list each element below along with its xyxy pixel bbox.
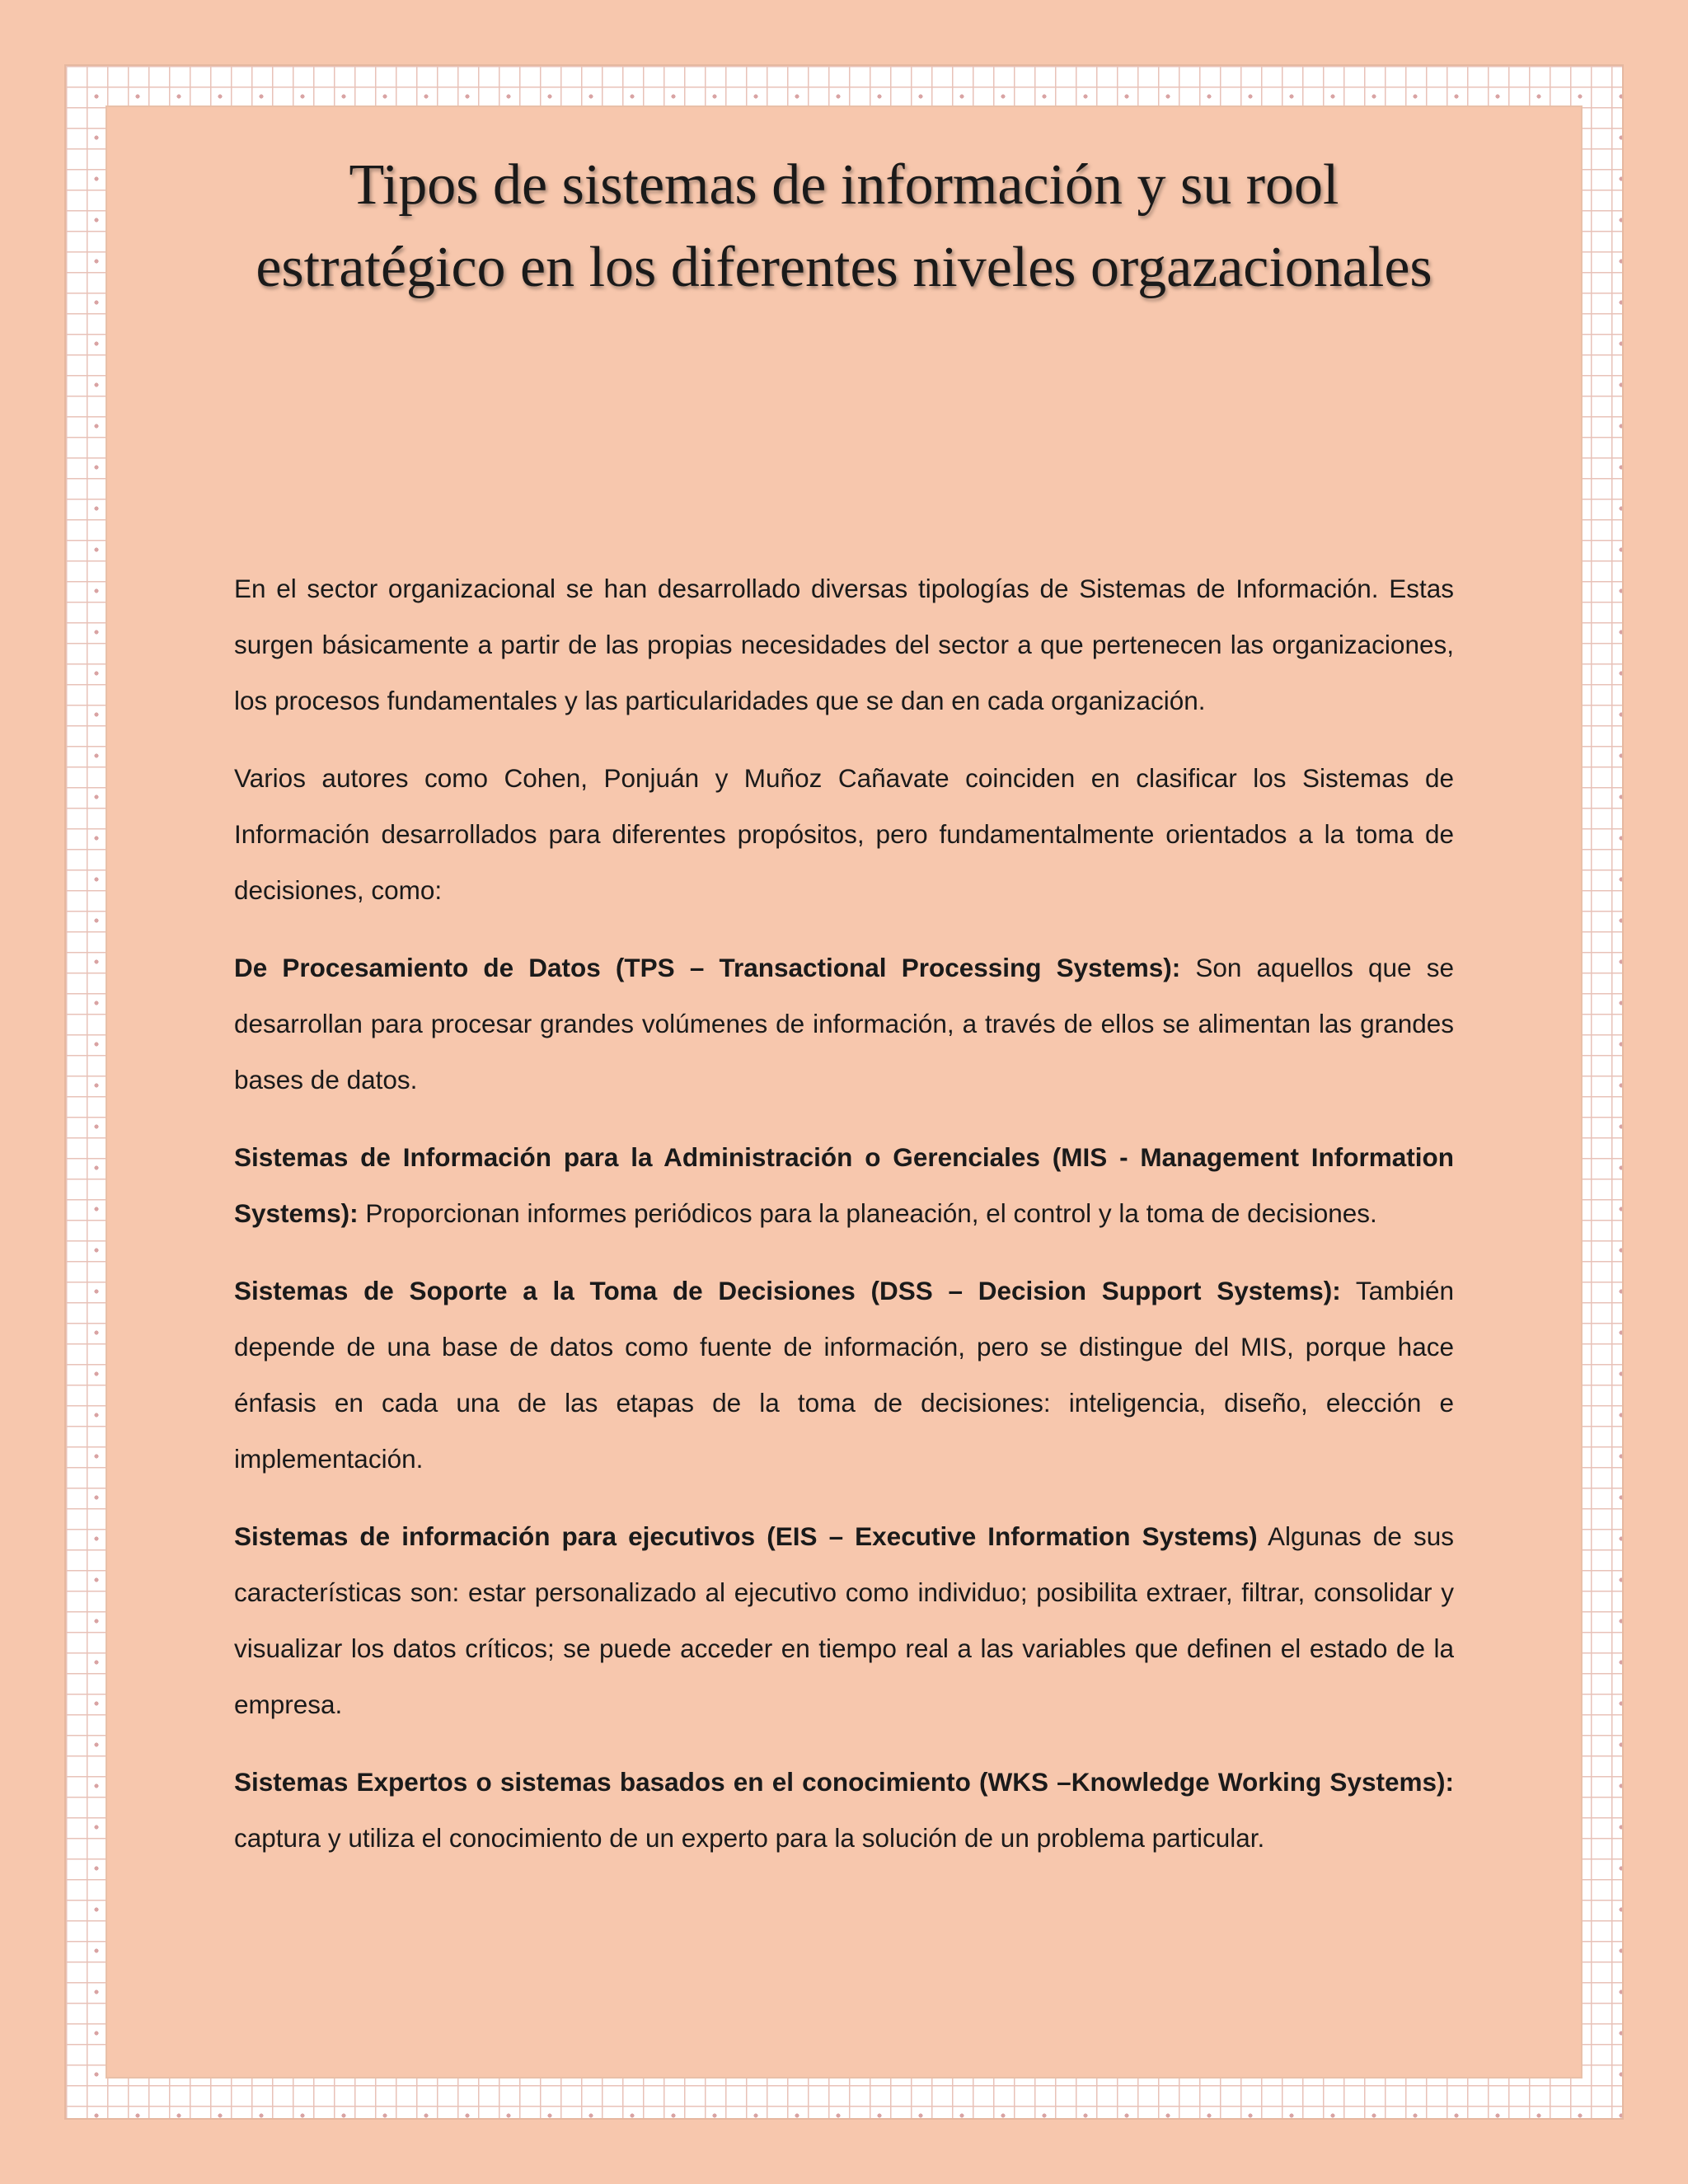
document-body	[234, 560, 1454, 1887]
page-title: Tipos de sistemas de información y su rool estratégico en los diferentes niveles orgazacionales	[256, 153, 1432, 299]
paragraph-mis	[234, 1129, 1454, 1241]
paragraph-text: En el sector organizacional se han desarrollado diversas tipologías de Sistemas de Información. Estas surgen básicamente a partir de las propias necesidades del sector a que pertenecen las organizaciones, los procesos fundamentales y las particularidades que se dan en cada organización.	[234, 574, 1454, 715]
paragraph-dss	[234, 1263, 1454, 1487]
paragraph-wks	[234, 1754, 1454, 1866]
paragraph-authors	[234, 750, 1454, 918]
paragraph-text: Son aquellos que se desarrollan para procesar grandes volúmenes de información, a través de ellos se alimentan las grandes bases de datos.	[234, 953, 1454, 1094]
paragraph-eis	[234, 1508, 1454, 1732]
paragraph-tps	[234, 940, 1454, 1108]
paragraph-intro	[234, 560, 1454, 729]
paragraph-text: Proporcionan informes periódicos para la planeación, el control y la toma de decisiones.	[358, 1198, 1377, 1228]
paragraph-term: Sistemas de Información para la Administración o Gerenciales (MIS - Management Information Systems):	[234, 1142, 1454, 1228]
paragraph-term: De Procesamiento de Datos (TPS – Transactional Processing Systems):	[234, 953, 1181, 982]
paragraph-term: Sistemas de Soporte a la Toma de Decisiones (DSS – Decision Support Systems):	[234, 1276, 1341, 1305]
paragraph-text: Varios autores como Cohen, Ponjuán y Muñoz Cañavate coinciden en clasificar los Sistemas de Información desarrollados para diferentes propósitos, pero fundamentalmente orientados a la toma de decisiones, como:	[234, 763, 1454, 905]
paragraph-text: También depende de una base de datos como fuente de información, pero se distingue del MIS, porque hace énfasis en cada una de las etapas de la toma de decisiones: inteligencia, diseño, elección e implementación.	[234, 1276, 1454, 1474]
paragraph-term: Sistemas de información para ejecutivos (EIS – Executive Information Systems)	[234, 1521, 1258, 1551]
paragraph-text: Algunas de sus características son: estar personalizado al ejecutivo como individuo; posibilita extraer, filtrar, consolidar y visualizar los datos críticos; se puede acceder en tiempo real a las variables que definen el estado de la empresa.	[234, 1521, 1454, 1719]
paragraph-text: captura y utiliza el conocimiento de un experto para la solución de un problema particular.	[234, 1823, 1265, 1853]
paragraph-term: Sistemas Expertos o sistemas basados en el conocimiento (WKS –Knowledge Working Systems):	[234, 1767, 1454, 1797]
